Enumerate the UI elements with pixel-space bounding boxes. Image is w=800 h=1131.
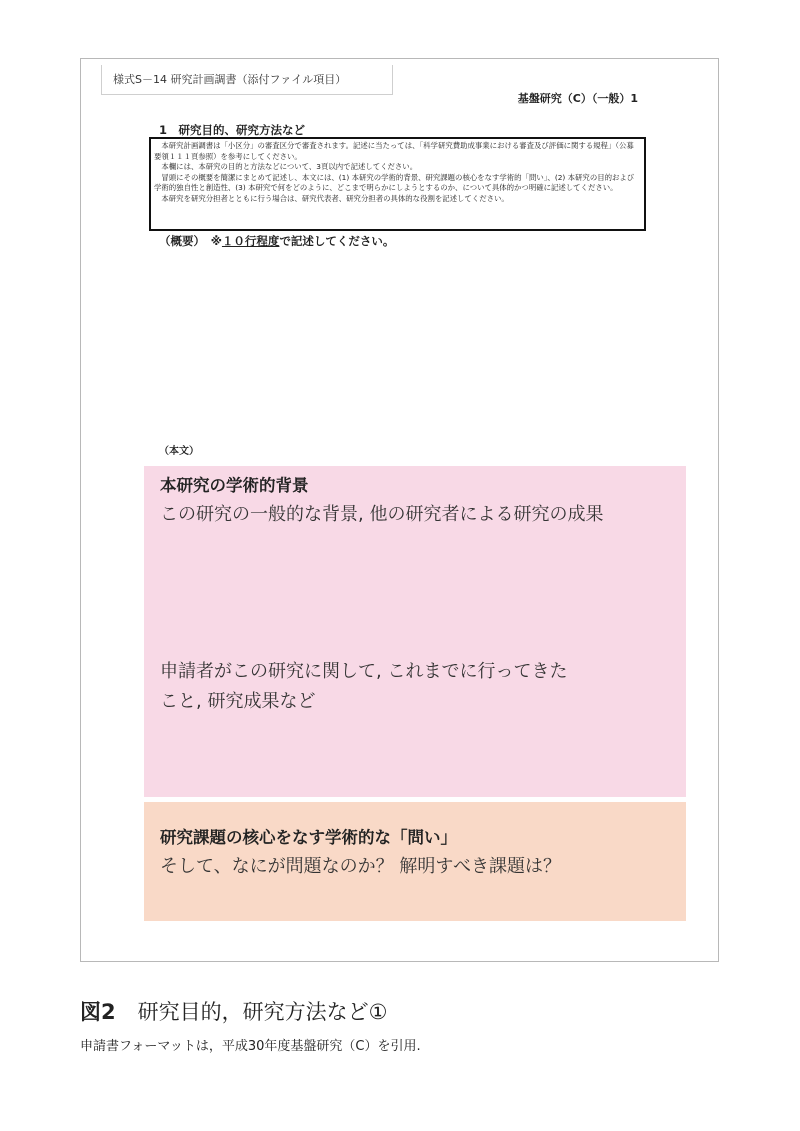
summary-emphasis: １０行程度 — [221, 234, 280, 248]
section-title: 1 研究目的、研究方法など — [159, 123, 306, 137]
instruction-line: 本欄には、本研究の目的と方法などについて、3頁以内で記述してください。 — [154, 162, 418, 172]
academic-background-box — [144, 466, 686, 797]
summary-suffix: で記述してください。 — [279, 234, 395, 248]
figure-number: 図2 — [80, 1000, 116, 1024]
prior-work-text: 申請者がこの研究に関して, これまでに行ってきた — [160, 661, 568, 682]
figure-title — [80, 996, 387, 1026]
figure-title-text: 研究目的，研究方法など① — [137, 1000, 388, 1024]
prior-work-text: こと, 研究成果など — [160, 691, 316, 712]
figure-caption: 申請書フォーマットは，平成30年度基盤研究（C）を引用. — [80, 1039, 421, 1054]
academic-background-text: この研究の一般的な背景, 他の研究者による研究の成果 — [160, 504, 604, 525]
summary-prefix: （概要） ※ — [159, 234, 222, 248]
instruction-line: 本研究を研究分担者とともに行う場合は、研究代表者、研究分担者の具体的な役割を記述してください。 — [154, 193, 509, 203]
academic-background-title: 本研究の学術的背景 — [160, 476, 309, 495]
body-label: （本文） — [159, 446, 199, 457]
application-form-page — [80, 58, 719, 962]
research-question-text: そして、なにが問題なのか？ 解明すべき課題は？ — [160, 856, 561, 877]
instruction-line: 冒頭にその概要を簡潔にまとめて記述し、本文には、(1) 本研究の学術的背景、研究課題の核心をなす学術的「問い」、(2) 本研究の目的および学術的独自性と創造性、(3) 本研究で何をどのように、どこまで明らかにしようとするのか、について具体的かつ明確に記述してください。 — [154, 172, 635, 193]
instruction-line: 本研究計画調書は「小区分」の審査区分で審査されます。記述に当たっては、「科学研究費助成事業における審査及び評価に関する規程」（公募要領１１１頁参照）を参考にしてください。 — [154, 141, 634, 161]
research-question-title: 研究課題の核心をなす学術的な「問い」 — [160, 828, 457, 847]
instructions-box — [149, 137, 646, 231]
research-question-box — [144, 802, 686, 921]
prior-work-block — [160, 657, 567, 717]
form-id-label: 様式S－14 研究計画調書（添付ファイル項目） — [101, 65, 393, 95]
summary-label — [159, 233, 394, 249]
grant-type-label: 基盤研究（C）（一般）1 — [517, 92, 638, 105]
